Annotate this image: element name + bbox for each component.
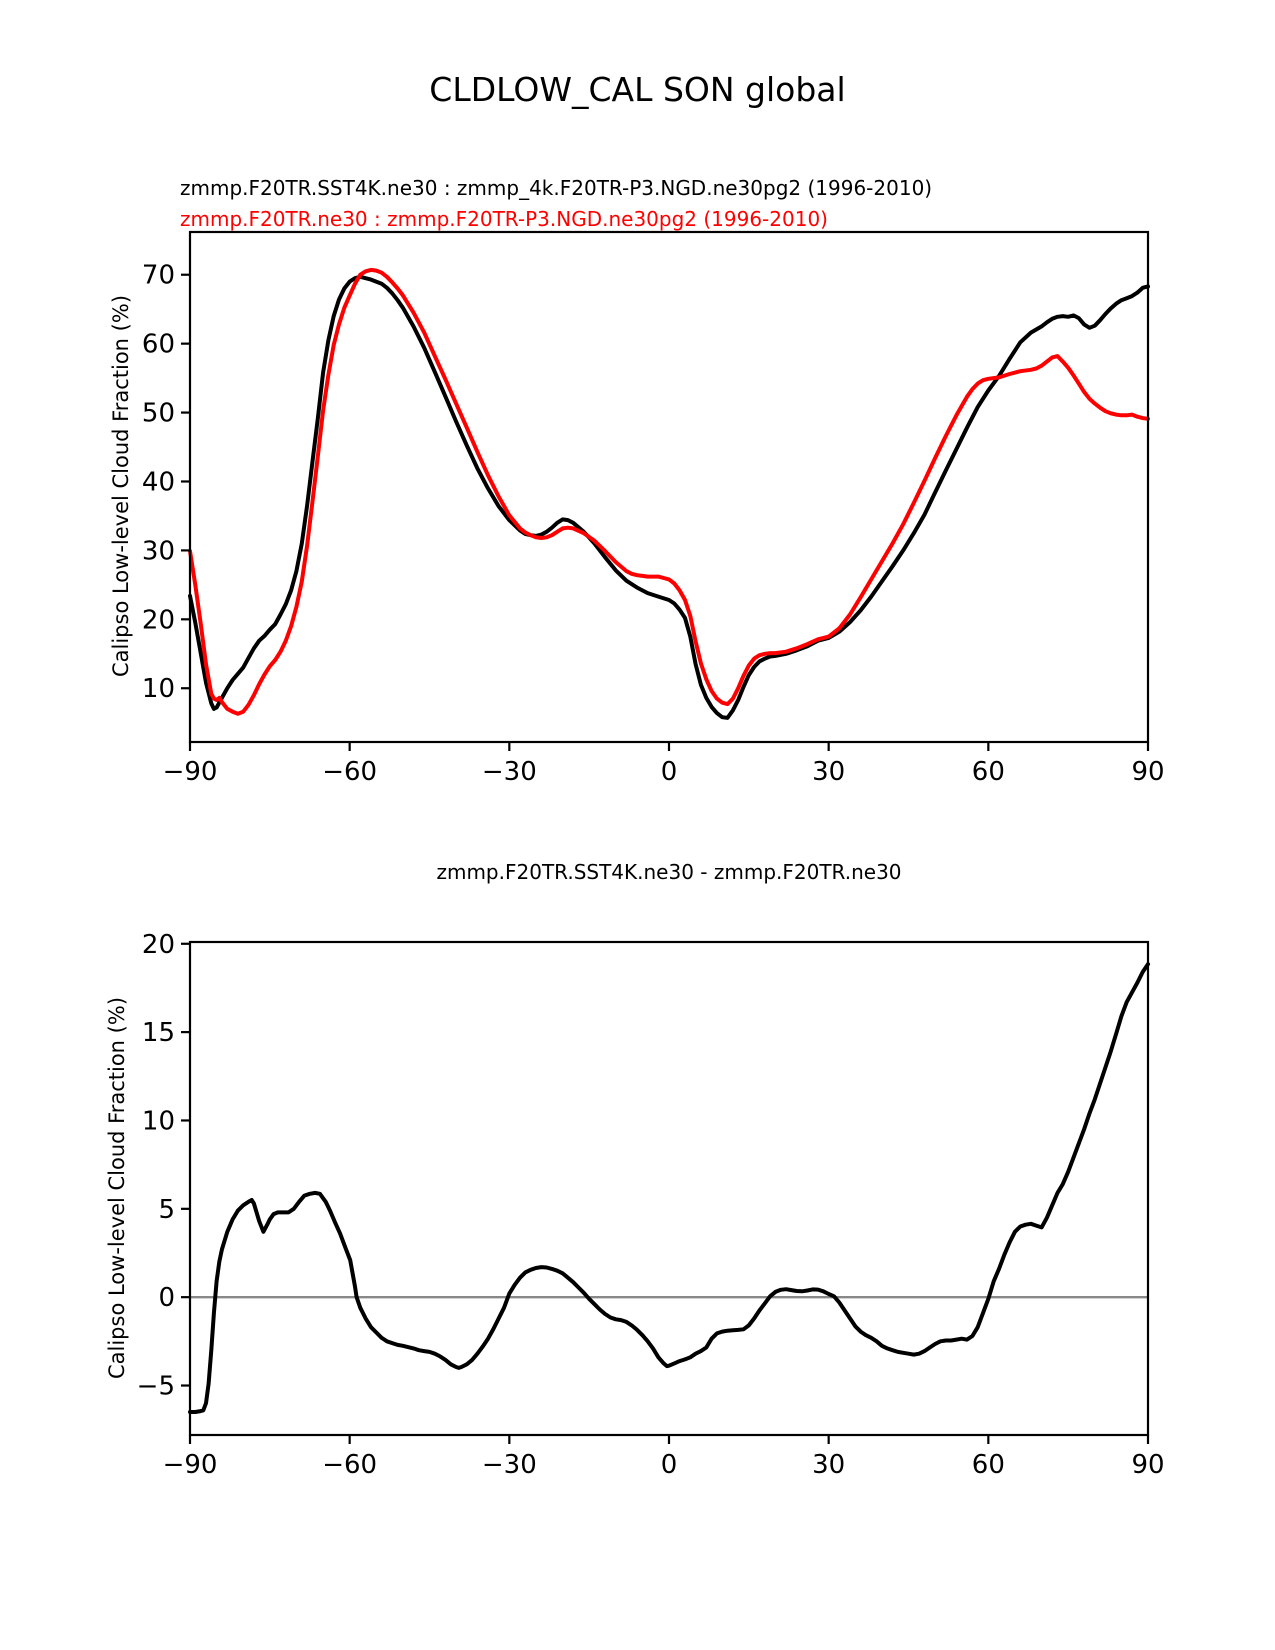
y-tick-label: 40 bbox=[141, 467, 175, 498]
x-tick-label: 0 bbox=[660, 1450, 678, 1480]
y-tick-label: 70 bbox=[141, 260, 175, 291]
legend-entry-control: zmmp.F20TR.ne30 : zmmp.F20TR-P3.NGD.ne30pg2 (1996-2010) bbox=[180, 207, 828, 231]
y-tick-label: 5 bbox=[158, 1194, 175, 1225]
y-tick-label: 10 bbox=[141, 674, 175, 705]
x-tick-label: −90 bbox=[162, 757, 218, 787]
series-line-0-1 bbox=[190, 270, 1148, 714]
x-tick-label: 60 bbox=[971, 1450, 1005, 1480]
y-tick-label: 50 bbox=[141, 398, 175, 429]
y-tick-label: −5 bbox=[136, 1371, 175, 1402]
y-tick-label: 30 bbox=[141, 536, 175, 567]
axes-frame bbox=[190, 942, 1148, 1435]
x-tick-label: −60 bbox=[322, 757, 378, 787]
x-tick-label: 90 bbox=[1131, 757, 1165, 787]
x-tick-label: −30 bbox=[481, 1450, 537, 1480]
y-tick-label: 20 bbox=[141, 929, 175, 960]
x-tick-label: 30 bbox=[812, 757, 846, 787]
bottom-y-axis-label: Calipso Low-level Cloud Fraction (%) bbox=[105, 996, 129, 1380]
figure-title: CLDLOW_CAL SON global bbox=[429, 70, 846, 109]
x-tick-label: −90 bbox=[162, 1450, 218, 1480]
top-y-axis-label: Calipso Low-level Cloud Fraction (%) bbox=[109, 294, 133, 678]
x-tick-label: 60 bbox=[971, 757, 1005, 787]
legend-entry-sst4k: zmmp.F20TR.SST4K.ne30 : zmmp_4k.F20TR-P3.NGD.ne30pg2 (1996-2010) bbox=[180, 176, 933, 200]
bottom-chart-title: zmmp.F20TR.SST4K.ne30 - zmmp.F20TR.ne30 bbox=[436, 860, 902, 884]
x-tick-label: 30 bbox=[812, 1450, 846, 1480]
y-tick-label: 10 bbox=[141, 1106, 175, 1137]
x-tick-label: −30 bbox=[481, 757, 537, 787]
y-tick-label: 0 bbox=[158, 1283, 175, 1314]
axes-0 bbox=[142, 232, 1165, 787]
y-tick-label: 20 bbox=[141, 605, 175, 636]
x-tick-label: 0 bbox=[660, 757, 678, 787]
y-tick-label: 15 bbox=[141, 1018, 175, 1049]
y-tick-label: 60 bbox=[141, 329, 175, 360]
axes-1 bbox=[137, 930, 1165, 1480]
x-tick-label: −60 bbox=[322, 1450, 378, 1480]
axes-frame bbox=[190, 232, 1148, 742]
series-line-1-0 bbox=[190, 964, 1148, 1412]
x-tick-label: 90 bbox=[1131, 1450, 1165, 1480]
